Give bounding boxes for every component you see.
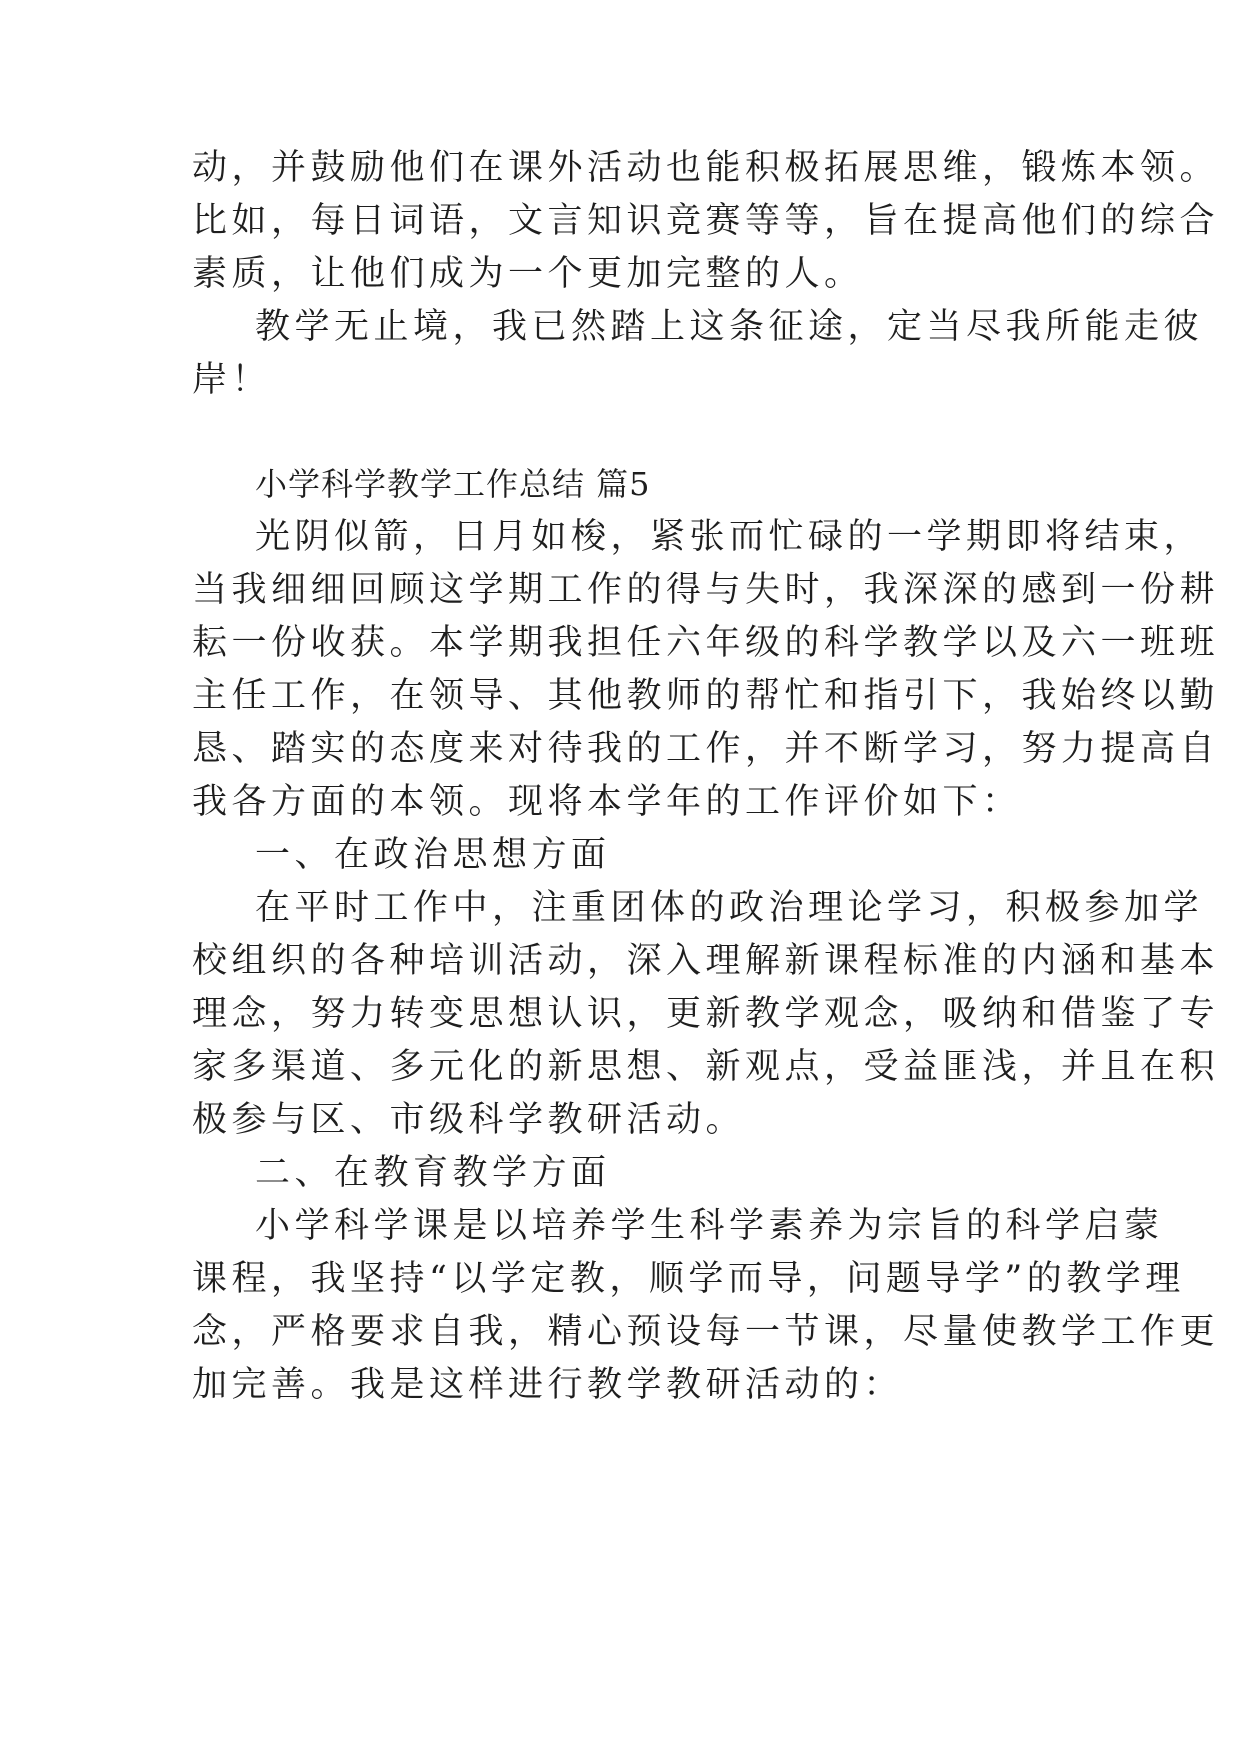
section-title: 小学科学教学工作总结 篇5 bbox=[255, 465, 651, 503]
paragraph-line: 比如，每日词语，文言知识竞赛等等，旨在提高他们的综合 bbox=[192, 201, 1220, 241]
paragraph-line: 极参与区、市级科学教研活动。 bbox=[192, 1100, 746, 1140]
subheading: 一、在政治思想方面 bbox=[255, 835, 611, 875]
paragraph-line: 教学无止境，我已然踏上这条征途，定当尽我所能走彼 bbox=[255, 307, 1204, 347]
paragraph-line: 在平时工作中，注重团体的政治理论学习，积极参加学 bbox=[255, 888, 1204, 928]
paragraph-line: 素质，让他们成为一个更加完整的人。 bbox=[192, 254, 864, 294]
paragraph-line: 加完善。我是这样进行教学教研活动的： bbox=[192, 1365, 904, 1405]
paragraph-line: 小学科学课是以培养学生科学素养为宗旨的科学启蒙 bbox=[255, 1206, 1164, 1246]
paragraph-line: 恳、踏实的态度来对待我的工作，并不断学习，努力提高自 bbox=[192, 729, 1220, 769]
paragraph-line: 岸！ bbox=[192, 360, 272, 400]
subheading: 二、在教育教学方面 bbox=[255, 1153, 611, 1193]
paragraph-line: 家多渠道、多元化的新思想、新观点，受益匪浅，并且在积 bbox=[192, 1047, 1220, 1087]
paragraph-line: 主任工作，在领导、其他教师的帮忙和指引下，我始终以勤 bbox=[192, 676, 1220, 716]
paragraph-line: 理念，努力转变思想认识，更新教学观念，吸纳和借鉴了专 bbox=[192, 994, 1220, 1034]
paragraph-line: 校组织的各种培训活动，深入理解新课程标准的内涵和基本 bbox=[192, 941, 1220, 981]
paragraph-line: 当我细细回顾这学期工作的得与失时，我深深的感到一份耕 bbox=[192, 570, 1220, 610]
paragraph-line: 动，并鼓励他们在课外活动也能积极拓展思维，锻炼本领。 bbox=[192, 148, 1220, 188]
paragraph-line: 光阴似箭，日月如梭，紧张而忙碌的一学期即将结束， bbox=[255, 517, 1204, 557]
paragraph-line: 念，严格要求自我，精心预设每一节课，尽量使教学工作更 bbox=[192, 1312, 1220, 1352]
paragraph-line: 耘一份收获。本学期我担任六年级的科学教学以及六一班班 bbox=[192, 623, 1220, 663]
paragraph-line: 课程，我坚持“以学定教，顺学而导，问题导学”的教学理 bbox=[192, 1259, 1185, 1299]
paragraph-line: 我各方面的本领。现将本学年的工作评价如下： bbox=[192, 782, 1022, 822]
